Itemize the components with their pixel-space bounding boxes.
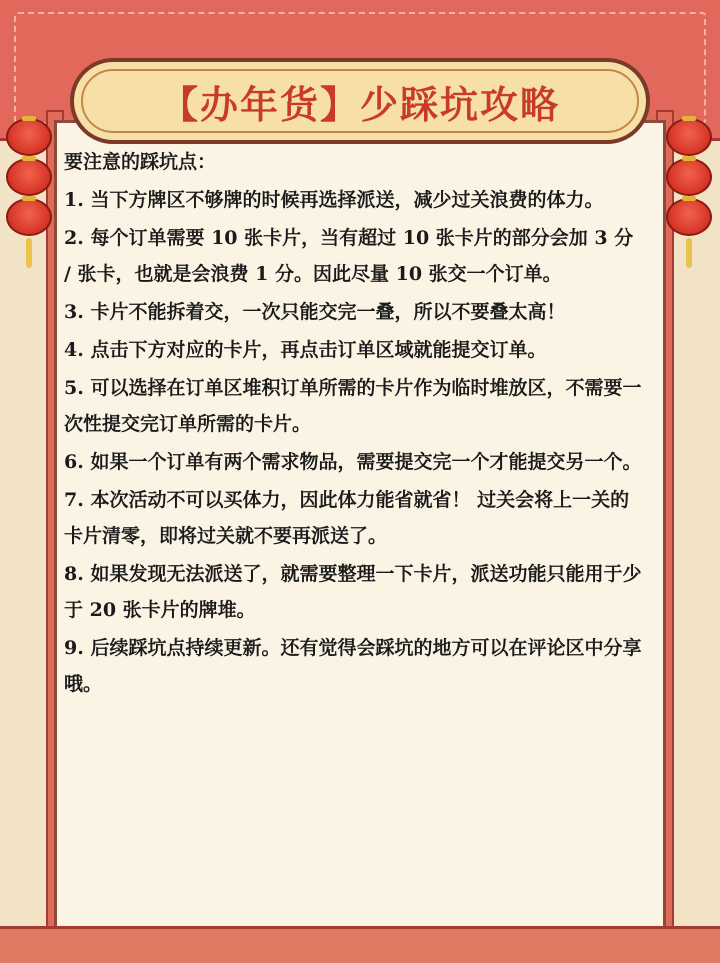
tip-item: 9. 后续踩坑点持续更新。还有觉得会踩坑的地方可以在评论区中分享哦。 bbox=[64, 637, 642, 695]
tip-item: 8. 如果发现无法派送了，就需要整理一下卡片，派送功能只能用于少于 20 张卡片的牌堆。 bbox=[64, 563, 642, 621]
page-title: 【办年货】少踩坑攻略 bbox=[159, 82, 560, 127]
lantern-icon bbox=[666, 118, 712, 156]
tip-item: 6. 如果一个订单有两个需求物品，需要提交完一个才能提交另一个。 bbox=[64, 451, 642, 473]
tips-content bbox=[64, 144, 644, 704]
title-plaque bbox=[70, 58, 650, 144]
bottom-base bbox=[0, 926, 720, 963]
lantern-icon bbox=[6, 118, 52, 156]
lantern-icon bbox=[6, 198, 52, 236]
right-lanterns bbox=[666, 118, 714, 268]
left-lanterns bbox=[6, 118, 54, 268]
lantern-icon bbox=[666, 158, 712, 196]
tip-item: 5. 可以选择在订单区堆积订单所需的卡片作为临时堆放区，不需要一次性提交完订单所需的卡片。 bbox=[64, 377, 642, 435]
lantern-icon bbox=[666, 198, 712, 236]
tassel-icon bbox=[686, 238, 692, 268]
tip-item: 3. 卡片不能拆着交，一次只能交完一叠，所以不要叠太高！ bbox=[64, 301, 566, 323]
lantern-icon bbox=[6, 158, 52, 196]
tip-item: 2. 每个订单需要 10 张卡片，当有超过 10 张卡片的部分会加 3 分 / 张卡，也就是会浪费 1 分。因此尽量 10 张交一个订单。 bbox=[64, 227, 634, 285]
tip-item: 4. 点击下方对应的卡片，再点击订单区域就能提交订单。 bbox=[64, 339, 547, 361]
tassel-icon bbox=[26, 238, 32, 268]
intro-heading: 要注意的踩坑点： bbox=[64, 151, 217, 173]
tip-item: 7. 本次活动不可以买体力，因此体力能省就省！ 过关会将上一关的卡片清零，即将过关就不要再派送了。 bbox=[64, 489, 630, 547]
tip-item: 1. 当下方牌区不够牌的时候再选择派送，减少过关浪费的体力。 bbox=[64, 189, 604, 211]
